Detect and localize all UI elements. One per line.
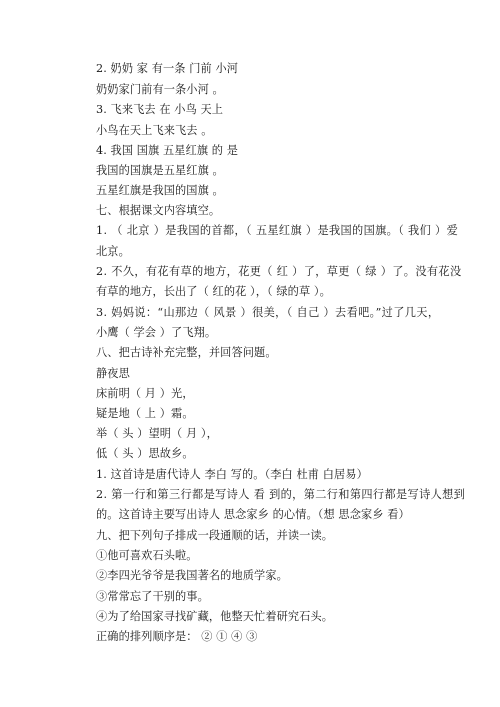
exercise-6-item-3-answer: 小鸟在天上飞来飞去 。 bbox=[96, 124, 213, 137]
section-7-item-2-line-1: 2. 不久，有花有草的地方，花更（ 红 ）了，草更（ 绿 ）了。没有花没 bbox=[96, 265, 462, 278]
poem-line-1: 床前明（ 月 ）光， bbox=[96, 387, 194, 400]
correct-order-answer: 正确的排列顺序是： ② ① ④ ③ bbox=[96, 630, 258, 643]
section-7-item-1-line-1: 1. （ 北京 ）是我国的首都，（ 五星红旗 ）是我国的国旗。（ 我们 ）爱 bbox=[96, 224, 459, 237]
section-8-question-2-line-1: 2. 第一行和第三行都是写诗人 看 到的，第二行和第四行都是写诗人想到 bbox=[96, 488, 466, 501]
poem-line-2: 疑是地（ 上 ）霜。 bbox=[96, 407, 194, 420]
section-7-heading: 七、根据课文内容填空。 bbox=[96, 204, 221, 217]
section-8-heading: 八、把古诗补充完整，并回答问题。 bbox=[96, 346, 277, 359]
section-7-item-1-line-2: 北京。 bbox=[96, 245, 130, 258]
section-8-question-2-line-2: 的。这首诗主要写出诗人 思念家乡 的心情。（想 思念家乡 看） bbox=[96, 508, 410, 521]
sentence-1: ①他可喜欢石头啦。 bbox=[96, 549, 198, 562]
exercise-6-item-4-answer-2: 五星红旗是我国的国旗 。 bbox=[96, 184, 224, 197]
section-8-question-1: 1. 这首诗是唐代诗人 李白 写的。（李白 杜甫 白居易） bbox=[96, 468, 368, 481]
sentence-2: ②李四光爷爷是我国著名的地质学家。 bbox=[96, 569, 288, 582]
sentence-4: ④为了给国家寻找矿藏，他整天忙着研究石头。 bbox=[96, 610, 334, 623]
section-9-heading: 九、把下列句子排成一段通顺的话，并读一读。 bbox=[96, 529, 334, 542]
exercise-6-item-4-answer-1: 我国的国旗是五星红旗 。 bbox=[96, 164, 224, 177]
exercise-6-item-2-answer: 奶奶家门前有一条小河 。 bbox=[96, 83, 224, 96]
section-7-item-3-line-1: 3. 妈妈说：“山那边（ 风景 ）很美，（ 自己 ）去看吧。”过了几天， bbox=[96, 306, 440, 319]
section-7-item-2-line-2: 有草的地方，长出了（ 红的花 ），（ 绿的草 ）。 bbox=[96, 285, 331, 298]
poem-title: 静夜思 bbox=[96, 367, 130, 380]
poem-line-3: 举（ 头 ）望明（ 月 ）， bbox=[96, 427, 218, 440]
sentence-3: ③常常忘了干别的事。 bbox=[96, 590, 209, 603]
exercise-6-item-2-words: 2. 奶奶 家 有一条 门前 小河 bbox=[96, 62, 239, 75]
poem-line-4: 低（ 头 ）思故乡。 bbox=[96, 447, 194, 460]
exercise-6-item-4-words: 4. 我国 国旗 五星红旗 的 是 bbox=[96, 144, 239, 157]
exercise-6-item-3-words: 3. 飞来飞去 在 小鸟 天上 bbox=[96, 103, 224, 116]
section-7-item-3-line-2: 小鹰（ 学会 ）了飞翔。 bbox=[96, 326, 217, 339]
